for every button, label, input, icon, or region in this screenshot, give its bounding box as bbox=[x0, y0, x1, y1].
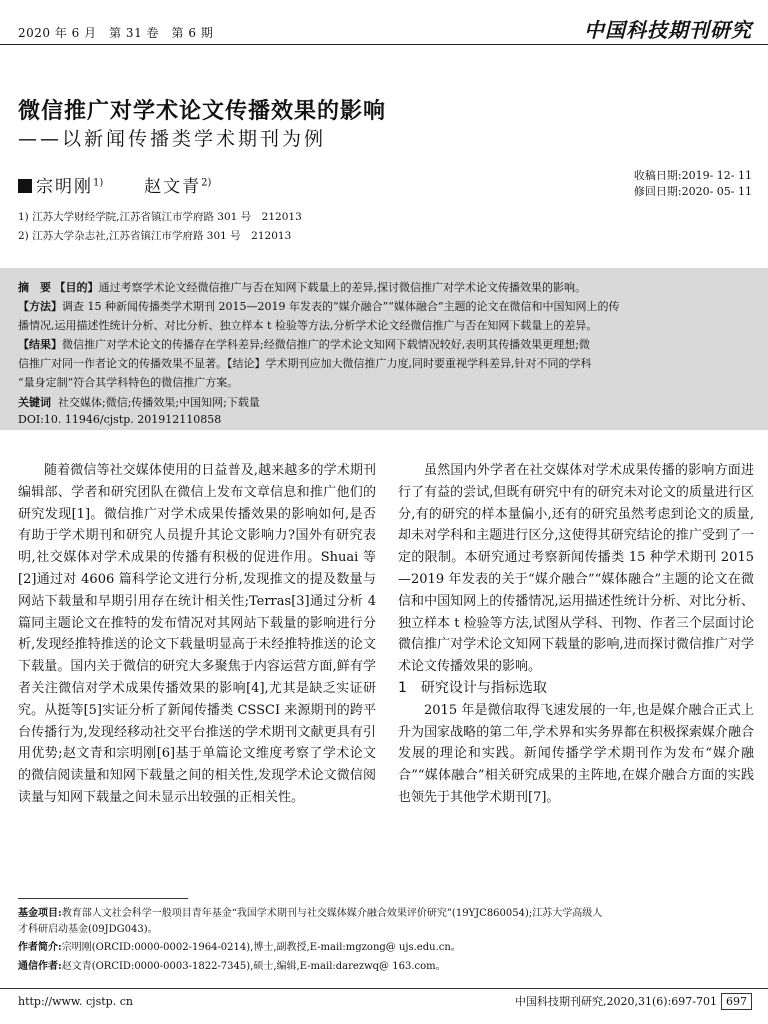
footnote-text: 才科研启动基金(09JDG043)。 bbox=[18, 924, 158, 935]
header-rule bbox=[0, 44, 768, 45]
keywords: 社交媒体;微信;传播效果;中国知网;下载量 bbox=[58, 396, 260, 409]
abstract-line bbox=[18, 279, 586, 295]
square-icon bbox=[18, 179, 32, 193]
footnote-text: 赵文青(ORCID:0000-0003-1822-7345),硕士,编辑,E-mail:darezwq@ 163.com。 bbox=[61, 961, 446, 972]
body-paragraph: 虽然国内外学者在社交媒体对学术成果传播的影响方面进行了有益的尝试,但既有研究中有的研究未对论文的质量进行区分,有的研究的样本量偏小,还有的研究虽然考虑到论文的质量,却未对学科和主题进行区分,这使得其研究结论的推广受到了一定的限制。本研究通过考察新闻传播类 15 种学术期刊 2015—2019 年发表的关于“媒介融合”“媒体融合”主题的论文在微信和中国知网上的传播情况,运用描述性统计分析、对比分析、独立样本 t 检验等方法,试图从学科、刊物、作者三个层面讨论微信推广对学术论文知网下载量的影响,进而探讨微信推广对学术论文传播效果的影响。 bbox=[398, 463, 754, 675]
abstract-text: 播情况,运用描述性统计分析、对比分析、独立样本 t 检验等方法,分析学术论文经微信推广与否在知网下载量上的差异。 bbox=[18, 319, 598, 332]
author-line bbox=[18, 172, 211, 197]
abstract-line bbox=[18, 298, 619, 314]
abstract-line bbox=[18, 374, 238, 390]
footnote-label: 通信作者: bbox=[18, 961, 62, 972]
abstract-label: 摘 要 bbox=[18, 281, 51, 294]
abstract-tag: 【目的】 bbox=[54, 281, 99, 294]
issue-info: 2020 年 6 月 第 31 卷 第 6 期 bbox=[18, 26, 214, 40]
abstract-tag: 【方法】 bbox=[18, 300, 62, 313]
footnote-funding bbox=[18, 906, 758, 922]
citation-text: 中国科技期刊研究,2020,31(6):697-701 bbox=[515, 995, 717, 1008]
abstract-text: 信推广对同一作者论文的传播效果不显著。【结论】学术期刊应加大微信推广力度,同时要重视学科差异,针对不同的学科 bbox=[18, 357, 592, 370]
body-left-column bbox=[18, 460, 376, 809]
received-date: 收稿日期:2019- 12- 11 bbox=[633, 169, 752, 182]
footnote-author bbox=[18, 940, 758, 956]
footnote-rule bbox=[18, 898, 188, 899]
body-right-column bbox=[398, 460, 754, 809]
abstract-text: 调查 15 种新闻传播类学术期刊 2015—2019 年发表的“媒介融合”“媒体融合”主题的论文在微信和中国知网上的传 bbox=[62, 300, 620, 313]
abstract-line bbox=[18, 317, 597, 333]
section-heading: 1 研究设计与指标选取 bbox=[398, 679, 547, 696]
journal-logo: 中国科技期刊研究 bbox=[584, 18, 752, 42]
author-2-sup: 2) bbox=[201, 177, 212, 189]
footnote-label: 基金项目: bbox=[18, 908, 62, 919]
abstract-line bbox=[18, 336, 590, 352]
abstract-line bbox=[18, 355, 592, 371]
footer-rule bbox=[0, 988, 768, 989]
doi: DOI:10. 11946/cjstp. 201912110858 bbox=[18, 413, 222, 426]
author-1: 宗明刚 bbox=[36, 177, 93, 197]
footer-url[interactable]: http://www. cjstp. cn bbox=[18, 995, 133, 1008]
keywords-label: 关键词 bbox=[18, 396, 51, 409]
author-1-sup: 1) bbox=[93, 177, 104, 189]
affiliation-2: 2) 江苏大学杂志社,江苏省镇江市学府路 301 号 212013 bbox=[18, 230, 292, 242]
page-number: 697 bbox=[721, 993, 752, 1010]
abstract-text: “量身定制”符合其学科特色的微信推广方案。 bbox=[18, 376, 239, 389]
abstract-text: 微信推广对学术论文的传播存在学科差异;经微信推广的学术论文知网下载情况较好,表明其传播效果更理想;微 bbox=[62, 338, 590, 351]
keywords-line bbox=[18, 394, 260, 410]
body-paragraph: 2015 年是微信取得飞速发展的一年,也是媒介融合正式上升为国家战略的第二年,学术界和实务界都在积极探索媒介融合发展的理论和实践。新闻传播学学术期刊作为发布“媒介融合”“媒体融合”相关研究成果的主阵地,在媒介融合方面的实践也领先于其他学术期刊[7]。 bbox=[398, 702, 754, 805]
footnote-text: 教育部人文社会科学一般项目青年基金“我国学术期刊与社交媒体媒介融合效果评价研究”(19YJC860054);江苏大学高级人 bbox=[61, 908, 603, 919]
author-2: 赵文青 bbox=[144, 177, 202, 197]
abstract-tag: 【结果】 bbox=[18, 338, 62, 351]
footnote-text: 宗明刚(ORCID:0000-0002-1964-0214),博士,副教授,E-mail:mgzong@ ujs.edu.cn。 bbox=[61, 942, 461, 953]
article-title: 微信推广对学术论文传播效果的影响 bbox=[18, 99, 387, 124]
affiliation-1: 1) 江苏大学财经学院,江苏省镇江市学府路 301 号 212013 bbox=[18, 211, 302, 223]
footnote-corresponding bbox=[18, 959, 758, 975]
footnote-label: 作者简介: bbox=[18, 942, 62, 953]
footnote-funding-cont bbox=[18, 922, 758, 938]
article-dates bbox=[634, 168, 752, 200]
revised-date: 修回日期:2020- 05- 11 bbox=[633, 185, 752, 198]
abstract-text: 通过考察学术论文经微信推广与否在知网下载量上的差异,探讨微信推广对学术论文传播效果的影响。 bbox=[98, 281, 586, 294]
article-subtitle: ——以新闻传播类学术期刊为例 bbox=[18, 128, 327, 150]
footer-citation bbox=[515, 993, 752, 1010]
body-paragraph: 随着微信等社交媒体使用的日益普及,越来越多的学术期刊编辑部、学者和研究团队在微信上发布文章信息和推广他们的研究发现[1]。微信推广对学术成果传播效果的影响如何,是否有助于学术期刊和研究人员提升其论文影响力?国外有研究表明,社交媒体对学术成果的传播有积极的促进作用。Shuai 等[2]通过对 4606 篇科学论文进行分析,发现推文的提及数量与网站下载量和早期引用存在统计相关性;Terras[3]通过分析 4 篇同主题论文在推特的发布情况对其网站下载量的影响进行分析,发现经推特推送的论文下载量明显高于未经推特推送的论文下载量。国内关于微信的研究大多聚焦于内容运营方面,鲜有学者关注微信对学术成果传播效果的影响[4],尤其是缺乏实证研究。从挺等[5]实证分析了新闻传播类 CSSCI 来源期刊的跨平台传播行为,发现经移动社交平台推送的学术期刊文献更具有引用优势;赵文青和宗明刚[6]基于单篇论文维度考察了学术论文的微信阅读量和知网下载量之间的相关性,发现学术论文微信阅读量与知网下载量之间未显示出较强的正相关性。 bbox=[18, 463, 376, 805]
